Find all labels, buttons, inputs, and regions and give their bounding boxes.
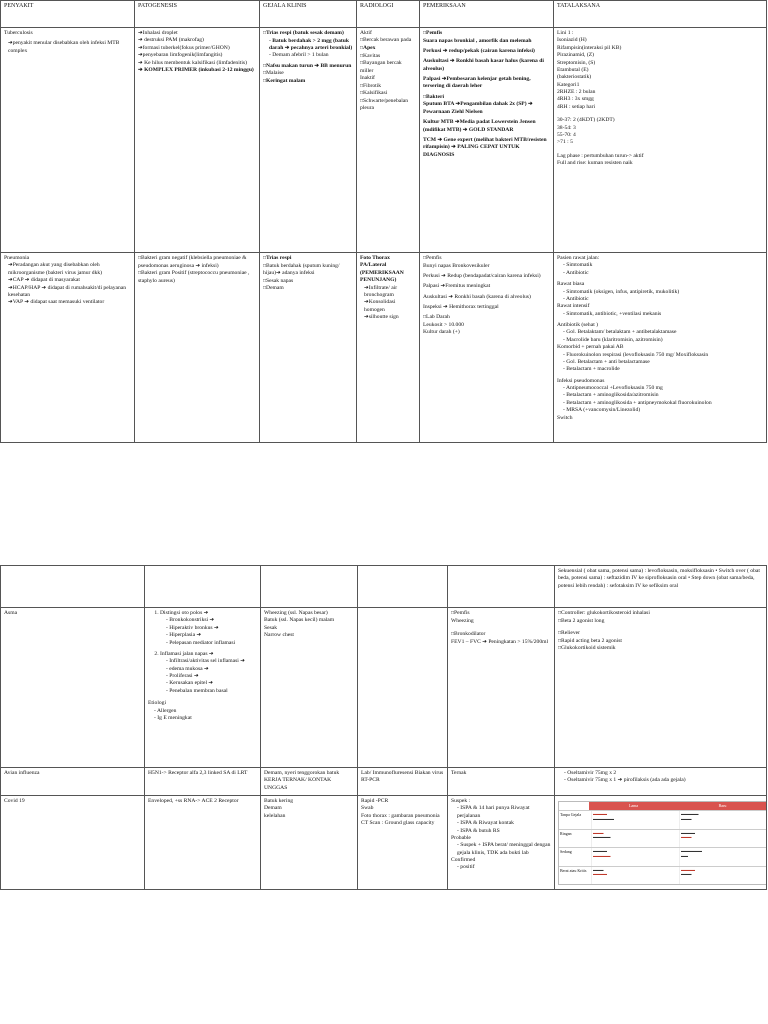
asma-pato-heading: Distingsi oto polos ➔: [160, 610, 209, 616]
tb-gejala-item: Trias respi (batuk sesak demam): [266, 30, 344, 36]
pn-trias: Trias respi: [266, 255, 292, 261]
pn-lab: □ Lab Darah: [423, 314, 550, 322]
asma-gejala-line: Sesak: [264, 624, 278, 631]
tb-pemeriksaan-line: Auskultasi ➔ Ronkhi basah kasar halus (karena di alveolus): [423, 58, 544, 72]
covid-confirmed: Confirmed: [451, 857, 476, 863]
covid-gejala-line: Demam: [264, 805, 282, 812]
pn-pato-item: □ Bakteri gram negatif (klebsiella pneumoniae & pseudomonas aeruginosa ➔ infeksi): [138, 255, 256, 270]
empty-cell: [448, 566, 555, 608]
tb-tata-line: 38-54: 3: [557, 124, 576, 131]
asma-etiologi-item: - Allergen: [154, 708, 257, 715]
covid-gejala-line: kelelahan: [264, 812, 286, 819]
tb-tata-line: Rifampisin(interaksi pil KB): [557, 44, 622, 51]
tb-gejala-item: Nafsu makan turun ➔ BB menurun: [266, 62, 352, 69]
mini-cell: ▬▬▬▬ ▬▬▬: [679, 830, 767, 848]
avian-penyakit: Avian influenza: [1, 768, 145, 796]
asma-bronkodilator: □ Bronkodilator: [451, 631, 551, 639]
asma-tatalaksana: [555, 608, 767, 768]
asma-patogenesis: [145, 608, 261, 768]
covid-suspek-item: - ISPA & 14 hari punya Riwayat perjalanan: [457, 805, 551, 820]
pn-gejala: [260, 253, 357, 443]
pn-tata-item: - Macrolide baru (klaritromisin, azitromisin): [563, 337, 763, 344]
mini-cell: ▬▬▬▬▬▬ ▬▬: [679, 848, 767, 866]
covid-gejala: [261, 796, 358, 890]
mini-cell: ▬▬▬▬ ▬▬▬▬▬: [591, 848, 679, 866]
asma-tata-item: □ Controller: glukokortikosteroid inhalasi: [558, 610, 763, 618]
pn-tata-item: - Simtomatik (oksigen, infus, antipiretik, mukolitik): [563, 289, 763, 296]
pn-pemeriksaan-line: Palpasi ➔Fremitus meningkat: [423, 283, 491, 290]
pn-radiologi-item: ➔ Konsolidasi homogen: [364, 299, 416, 314]
tb-tata-line: 2RHZE : 2 bulan: [557, 89, 596, 95]
tb-gejala: [260, 28, 357, 253]
tb-pemeriksaan: [420, 28, 554, 253]
pn-penyakit-item: ➔ Peradangan akut yang disebabkan oleh mikroorganisme (bakteri virus jamur dkk): [8, 262, 131, 277]
tb-pato-line: ➔ Ke hilus membentuk kalsifikasi (limfadenitis): [138, 59, 247, 66]
pn-gejala-item: □ Batuk berdahak (sputum kuning/ hijau)➔ adanya infeksi: [263, 263, 353, 278]
tb-tatalaksana: [554, 28, 767, 253]
pn-lab-line: Kultur darah (+): [423, 329, 460, 336]
pn-tata-heading: Rawat intensif: [557, 303, 590, 310]
covid-suspek: Suspek :: [451, 798, 471, 804]
pn-tata-heading: Rawat biasa: [557, 281, 585, 288]
tb-bakteri-line: Sputum BTA ➔Pengambilan dahak 2x (SP) ➔ Pewarnaan Ziehl Nielsen: [423, 101, 533, 115]
pn-pemeriksaan-line: Inspeksi ➔ Hemithorax tertinggal: [423, 304, 499, 311]
pn-penyakit-item: ➔ VAP ➔ didapat saat memasuki ventilator: [8, 299, 131, 306]
pn-penyakit-item: ➔ HCAP/HAP ➔ didapat di rumahsakit/di pelayanan kesehatan: [8, 285, 131, 300]
tb-tata-line: 30-37: 2 (4KDT) (2KDT): [557, 117, 615, 124]
pn-tata-item: - Betalactam + macrolide: [563, 366, 763, 373]
tb-tata-line: 4RH : setiap hari: [557, 103, 596, 110]
covid-confirmed-item: - positif: [457, 864, 551, 871]
tb-pato-line: ➔Inhalasi droplet: [138, 30, 178, 36]
covid-treatment-table-image: [558, 801, 767, 885]
mini-cell: ▬▬▬ ▬▬▬▬▬: [591, 830, 679, 848]
pn-pemeriksaan-line: Bunyi napas Bronkovesikuler: [423, 262, 490, 269]
tb-pemfis: Pemfis: [426, 30, 443, 36]
pn-tata-item: - MRSA (+vancomysin/Linezolid): [563, 407, 763, 414]
mini-cell: ▬▬▬ ▬▬▬▬: [591, 867, 679, 885]
tb-radiologi-item: □ Kalsifikasi: [360, 90, 416, 98]
pn-gejala-item: □ Sesak napas: [263, 278, 353, 286]
tb-pato-line: ➔formasi tuberkel(fokus primer/GHON): [138, 44, 230, 51]
covid-probable: Probable: [451, 834, 471, 841]
tb-tata-line: 55-70: 4: [557, 131, 576, 138]
asma-gejala-line: Wheezing (ssl. Napas besar): [264, 610, 328, 616]
tb-tata-line: Lag phase : pertumbuhan turun-> aktif: [557, 152, 644, 159]
tb-radiologi-item: □ Fibrotik: [360, 83, 416, 91]
pn-tata-item: - Simtomatik, antibiotic, +ventilasi mekanis: [563, 311, 763, 318]
asma-pato-item: - Hiperaktiv bronkus ➔: [166, 625, 257, 632]
pn-radiologi: [357, 253, 420, 443]
asma-fev1: FEV1 – FVC ➔ Peningkatan > 15%/200ml: [451, 638, 549, 645]
avian-pemeriksaan: Ternak: [448, 768, 555, 796]
covid-penyakit: Covid 19: [1, 796, 145, 890]
tb-gejala-item: Batuk berdahak > 2 mgg (batuk darah ➔ pecahnya arteri bronkial): [269, 37, 353, 51]
pn-lab-line: Leukosit > 10.000: [423, 322, 464, 329]
tb-radiologi-item: □ Bayangan bercak miller: [360, 60, 416, 75]
pn-tata-item: - Gol. Betalactam + anti betalactamase: [563, 359, 763, 366]
mini-cell: ▬▬▬▬ ▬▬▬▬▬▬: [591, 811, 679, 829]
header-tatalaksana: TATALAKSANA: [554, 1, 767, 28]
pn-pemeriksaan: [420, 253, 554, 443]
covid-gejala-line: Batuk kering: [264, 798, 294, 804]
disease-table-page-2: [0, 565, 767, 890]
pn-penyakit: [1, 253, 135, 443]
tb-tata-line: >71 : 5: [557, 139, 573, 146]
tb-tata-line: Streptomisin, (S): [557, 59, 596, 66]
table-row-tuberculosis: [1, 28, 767, 253]
pn-tatalaksana: [554, 253, 767, 443]
table-row-covid: [1, 796, 767, 890]
pn-pemfis: □ Pemfis: [423, 255, 550, 263]
pn-tata-item: - Antibiotic: [563, 270, 763, 277]
tb-tata-line: Pirazinamid, (Z): [557, 52, 594, 59]
asma-pato-item: - Pelepasan mediator inflamasi: [166, 640, 257, 647]
mini-header-baru: Baru: [678, 802, 767, 810]
mini-row-label: Berat atau Kritis: [560, 867, 587, 873]
asma-tata-item: □ Beta 2 agonist long: [558, 618, 763, 626]
table-row-pneumonia: [1, 253, 767, 443]
avian-tata-item: - Oseltamivir 75mg x 2: [564, 770, 763, 777]
tb-pato-line: ➔ destruksi PAM (makrofag): [138, 37, 204, 44]
header-gejala-klinis: GEJALA KLINIS: [260, 1, 357, 28]
pn-tata-switch: Switch: [557, 414, 573, 421]
tb-gejala-item: □ Malaise: [263, 70, 353, 78]
pn-pemeriksaan-line: Perkusi ➔ Redup (bendapadat/cairan karena infeksi): [423, 272, 541, 279]
covid-suspek-item: - ISPA & Riwayat kontak: [457, 820, 551, 827]
asma-etiologi-item: - Ig E meningkat: [154, 715, 257, 722]
tb-tata-line: Kategori1: [557, 81, 580, 88]
avian-patogenesis: H5N1-> Receptor alfa 2,3 linked SA di LRT: [145, 768, 261, 796]
tb-penyakit: [1, 28, 135, 253]
tb-title: Tuberculosis: [4, 30, 33, 36]
asma-tata-item: □ Rapid acting beta 2 agonist: [558, 638, 763, 646]
tb-tata-line: Isoniazid (H): [557, 37, 587, 44]
table-header-row: [1, 1, 767, 28]
asma-pato-item: - Kerusakan epitel ➔: [166, 680, 257, 687]
tb-bakteri-line: Kultur MTB ➔Media padat Lowerstein Jensen (mdifikat MTB) ➔ GOLD STANDAR: [423, 119, 536, 133]
mini-cell: ▬▬▬▬ ▬▬▬: [679, 867, 767, 885]
header-patogenesis: PATOGENESIS: [135, 1, 260, 28]
tb-pato-line: ➔penyebaran limfogenik(limfangitis): [138, 52, 223, 59]
tb-definition: ➔ penyakit menular disebabkan oleh infeksi MTB complex: [8, 40, 131, 55]
tb-tata-line: Full and rise: kuman resisten naik: [557, 160, 633, 166]
pn-patogenesis: [135, 253, 260, 443]
mini-row-label: Tanpa Gejala: [560, 812, 582, 817]
switch-notes: Sekuensial ( obat sama, potensi sama) : levofloksasin, moksifloksasin • Switch over ( obat beda, potensi sama) : seftazidim IV ke siprofloksasin oral • Step down (obat sama/beda, potensi lebih rendah) : sefotaksim IV ke sefiksim oral: [555, 566, 767, 608]
pn-radiologi-item: ➔ silhoutte sign: [364, 314, 416, 321]
pn-radiologi-item: ➔ Infiltrate/ air bronchogram: [364, 285, 416, 300]
pn-tata-heading: Pasien rawat jalan:: [557, 255, 600, 261]
tb-pemeriksaan-line: Suara napas bronkial , amorfik dan melemah: [423, 37, 532, 44]
tb-pemeriksaan-line: Palpasi ➔Pembesaran kelenjar getah bening, tersering di daerah leher: [423, 76, 531, 90]
tb-radiologi: [357, 28, 420, 253]
avian-radiologi: Lab/ Immunofluresensi Biakan virus RT-PCR: [358, 768, 448, 796]
mini-row-label: Ringan: [560, 830, 572, 836]
tb-patogenesis: [135, 28, 260, 253]
tb-tata-line: 4RH3 : 3x smgg: [557, 96, 594, 103]
tb-tata-line: Lini 1 :: [557, 30, 574, 36]
tb-bakteri: Bakteri: [426, 93, 445, 100]
pn-radiologi-title: Foto Thorax PA/Lateral (PEMERIKSAAN PENUNJANG): [360, 255, 404, 284]
avian-tatalaksana: [555, 768, 767, 796]
pn-tata-heading: Infeksi pseudomonas: [557, 377, 605, 384]
covid-radiologi-line: Foto thorax : gambaran pneumonia: [361, 812, 440, 819]
tb-pemeriksaan-line: Perkusi ➔ redup/pekak (cairan karena infeksi): [423, 47, 535, 54]
asma-pato-item: - Bronkokonstriksi ➔: [166, 617, 257, 624]
covid-probable-item: - Suspek + ISPA berat/ meninggal dengan gejala klinis, TDK ada bukti lab: [457, 842, 551, 857]
covid-tatalaksana: [555, 796, 767, 890]
covid-pemeriksaan: [448, 796, 555, 890]
empty-cell: [145, 566, 261, 608]
empty-cell: [358, 566, 448, 608]
pn-tata-heading: Antibiotik (sehat ): [557, 322, 599, 328]
header-penyakit: PENYAKIT: [1, 1, 135, 28]
covid-radiologi-line: CT Scan : Ground glass capacity: [361, 820, 435, 827]
pn-tata-heading: Komorbid + pernah pakai AB: [557, 344, 624, 351]
avian-gejala: Demam, nyeri tenggorokan batuk KERJA TERNAK/ KONTAK UNGGAS: [261, 768, 358, 796]
tb-radiologi-item: □ Schwarte/penebalan pleura: [360, 98, 416, 113]
covid-radiologi: [358, 796, 448, 890]
asma-tata-item: □ Reliever: [558, 630, 763, 638]
covid-radiologi-line: Rapid -PCR: [361, 798, 389, 804]
asma-pato-item: - Infiltrasi/aktivitas sel inflamasi ➔: [166, 658, 257, 665]
asma-etiologi: Etiologi: [148, 700, 167, 707]
pn-pemeriksaan-line: Auskultasi ➔ Ronkhi basah (karena di alveolus): [423, 293, 531, 300]
asma-pato-item: - edema mukosa ➔: [166, 666, 257, 673]
header-radiologi: RADIOLOGI: [357, 1, 420, 28]
avian-tata-item: - Oseltamivir 75mg x 1 ➔ pirofilaksis (ada ada gejala): [564, 777, 763, 784]
covid-suspek-item: - ISPA & butuh RS: [457, 828, 551, 835]
pn-tata-item: - Simtomatik: [563, 262, 763, 269]
asma-gejala-line: Narrow chest: [264, 632, 294, 639]
asma-gejala: [261, 608, 358, 768]
asma-tata-item: □ Glukokortikoid sistemik: [558, 645, 763, 653]
pn-tata-item: - Betalactam + aminoglikosida/azitromisin: [563, 392, 763, 399]
pn-title: Pneumonia: [4, 255, 30, 261]
disease-table-page-1: [0, 0, 767, 443]
asma-pato-item: - Proliferasi ➔: [166, 673, 257, 680]
tb-bakteri-line: TCM ➔ Gene expert (melihat bakteri MTB/resisten rifampisin) ➔ PALING CEPAT UNTUK DIAGNOSIS: [423, 136, 547, 158]
asma-pato-item: - Penebalan membran basal: [166, 688, 257, 695]
tb-radiologi-apex: Apex: [363, 44, 376, 51]
asma-wheezing: Wheezing: [451, 617, 474, 624]
tb-radiologi-item: □ Bercak berawan pada: [360, 37, 416, 45]
pn-tata-item: - Fluorokuinolon respirasi (levofloksasin 750 mg/ Moxifloksasin: [563, 352, 763, 359]
header-pemeriksaan: PEMERIKSAAN: [420, 1, 554, 28]
asma-pemeriksaan: [448, 608, 555, 768]
pn-penyakit-item: ➔ CAP ➔ didapat di masyarakat: [8, 277, 131, 284]
table-row-continued: [1, 566, 767, 608]
asma-pato-item: - Hiperplasia ➔: [166, 632, 257, 639]
mini-row-label: Sedang: [560, 849, 572, 854]
tb-tata-line: (bakteriostatik): [557, 74, 592, 81]
covid-radiologi-line: Swab: [361, 805, 374, 812]
pn-pato-item: □ Bakteri gram Positif (streptococcu pneumoniae , staphylo aureus): [138, 270, 256, 285]
tb-radiologi-aktif: Aktif: [360, 30, 372, 36]
pn-tata-item: - Gol. Betalaktam/ betalaktam + antibetalaktamase: [563, 329, 763, 336]
empty-cell: [1, 566, 145, 608]
tb-gejala-item: - Demam afebril > 1 bulan: [269, 52, 353, 59]
asma-gejala-line: Batuk (ssl. Napas kecil) malam: [264, 617, 335, 624]
tb-pato-komplex-primer: ➔ KOMPLEX PRIMER (inkubasi 2-12 minggu): [138, 66, 254, 73]
pn-gejala-item: □ Demam: [263, 285, 353, 293]
pn-tata-item: - Antibiotic: [563, 296, 763, 303]
covid-patogenesis: Enveloped, +ss RNA-> ACE 2 Receptor: [145, 796, 261, 890]
asma-pato-heading: Inflamasi jalan napas ➔: [160, 650, 214, 657]
tb-gejala-item: Keringat malam: [266, 77, 306, 84]
asma-radiologi: [358, 608, 448, 768]
asma-penyakit: Asma: [1, 608, 145, 768]
pn-tata-item: - Betalactam + aminoglikosida + antipneymokokal fluorokuinolon: [563, 400, 763, 407]
asma-pemfis: □ Pemfis: [451, 610, 551, 618]
tb-radiologi-inaktif: Inaktif: [360, 75, 375, 82]
empty-cell: [261, 566, 358, 608]
mini-header-lama: Lama: [589, 802, 678, 810]
tb-tata-line: Etambutal (E): [557, 66, 589, 73]
mini-cell: ▬▬▬▬▬ ▬▬▬: [679, 811, 767, 829]
table-row-avian: [1, 768, 767, 796]
table-row-asma: [1, 608, 767, 768]
tb-radiologi-item: □ Kavitas: [360, 53, 416, 61]
pn-tata-item: - Antipneumococcal +Levofloksasin 750 mg: [563, 385, 763, 392]
